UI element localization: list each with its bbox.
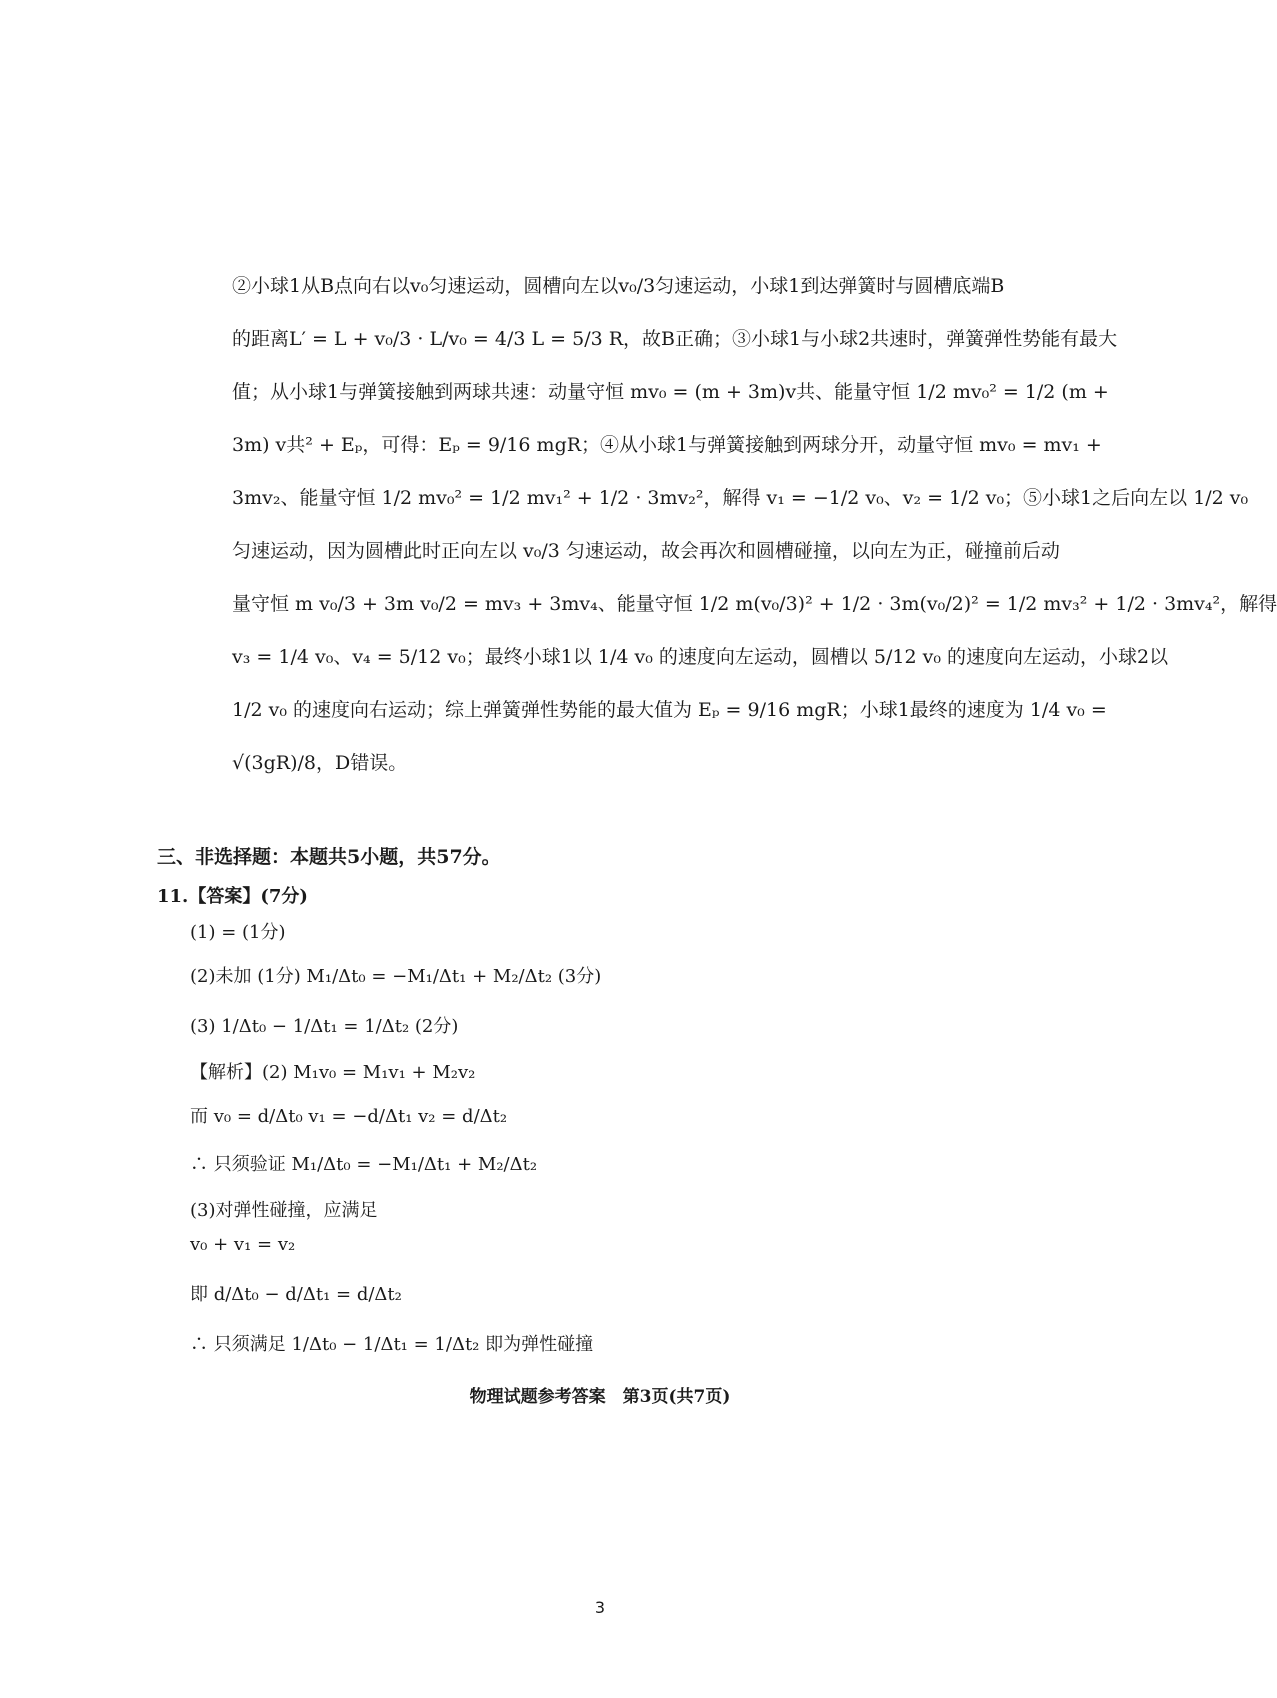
- q11-analysis-5: v₀ + v₁ = v₂: [190, 1234, 296, 1255]
- q11-answer-2: (2)未加 (1分) M₁/Δt₀ = −M₁/Δt₁ + M₂/Δt₂ (3分): [190, 966, 602, 987]
- solution-line-3: 值；从小球1与弹簧接触到两球共速：动量守恒 mv₀ = (m + 3m)v共、能量守恒 1/2 mv₀² = 1/2 (m +: [232, 381, 1109, 403]
- q11-analysis-2: 而 v₀ = d/Δt₀ v₁ = −d/Δt₁ v₂ = d/Δt₂: [190, 1106, 508, 1127]
- page-footer: 物理试题参考答案 第3页(共7页): [469, 1387, 731, 1407]
- q11-analysis-3: ∴ 只须验证 M₁/Δt₀ = −M₁/Δt₁ + M₂/Δt₂: [190, 1154, 538, 1175]
- solution-line-4: 3m) v共² + Eₚ，可得：Eₚ = 9/16 mgR；④从小球1与弹簧接触到两球分开，动量守恒 mv₀ = mv₁ +: [232, 434, 1102, 456]
- q11-analysis-1: 【解析】(2) M₁v₀ = M₁v₁ + M₂v₂: [190, 1062, 476, 1083]
- solution-line-1: ②小球1从B点向右以v₀匀速运动，圆槽向左以v₀/3匀速运动，小球1到达弹簧时与圆槽底端B: [232, 275, 1005, 297]
- q11-header: 11.【答案】(7分): [157, 886, 308, 907]
- solution-line-5: 3mv₂、能量守恒 1/2 mv₀² = 1/2 mv₁² + 1/2 · 3mv₂²，解得 v₁ = −1/2 v₀、v₂ = 1/2 v₀；⑤小球1之后向左以 1/2 v₀: [232, 487, 1249, 509]
- q11-analysis-6: 即 d/Δt₀ − d/Δt₁ = d/Δt₂: [190, 1284, 402, 1305]
- section-title: 三、非选择题：本题共5小题，共57分。: [157, 846, 501, 868]
- solution-line-8: v₃ = 1/4 v₀、v₄ = 5/12 v₀；最终小球1以 1/4 v₀ 的速度向左运动，圆槽以 5/12 v₀ 的速度向左运动，小球2以: [232, 646, 1169, 668]
- solution-line-2: 的距离L′ = L + v₀/3 · L/v₀ = 4/3 L = 5/3 R，故B正确；③小球1与小球2共速时，弹簧弹性势能有最大: [232, 328, 1118, 350]
- solution-line-9: 1/2 v₀ 的速度向右运动；综上弹簧弹性势能的最大值为 Eₚ = 9/16 mgR；小球1最终的速度为 1/4 v₀ =: [232, 699, 1107, 721]
- q11-analysis-7: ∴ 只须满足 1/Δt₀ − 1/Δt₁ = 1/Δt₂ 即为弹性碰撞: [190, 1334, 594, 1355]
- solution-line-10: √(3gR)/8，D错误。: [232, 752, 408, 774]
- q11-answer-3: (3) 1/Δt₀ − 1/Δt₁ = 1/Δt₂ (2分): [190, 1016, 459, 1037]
- q11-answer-1: (1) = (1分): [190, 922, 286, 943]
- solution-line-7: 量守恒 m v₀/3 + 3m v₀/2 = mv₃ + 3mv₄、能量守恒 1/2 m(v₀/3)² + 1/2 · 3m(v₀/2)² = 1/2 mv₃² + 1/2 · 3mv₄²，解得: [232, 593, 1277, 615]
- solution-paragraph: [232, 260, 1277, 790]
- q11-analysis-4: (3)对弹性碰撞，应满足: [190, 1200, 378, 1221]
- solution-line-6: 匀速运动，因为圆槽此时正向左以 v₀/3 匀速运动，故会再次和圆槽碰撞，以向左为正，碰撞前后动: [232, 540, 1060, 562]
- page-number: 3: [594, 1598, 606, 1617]
